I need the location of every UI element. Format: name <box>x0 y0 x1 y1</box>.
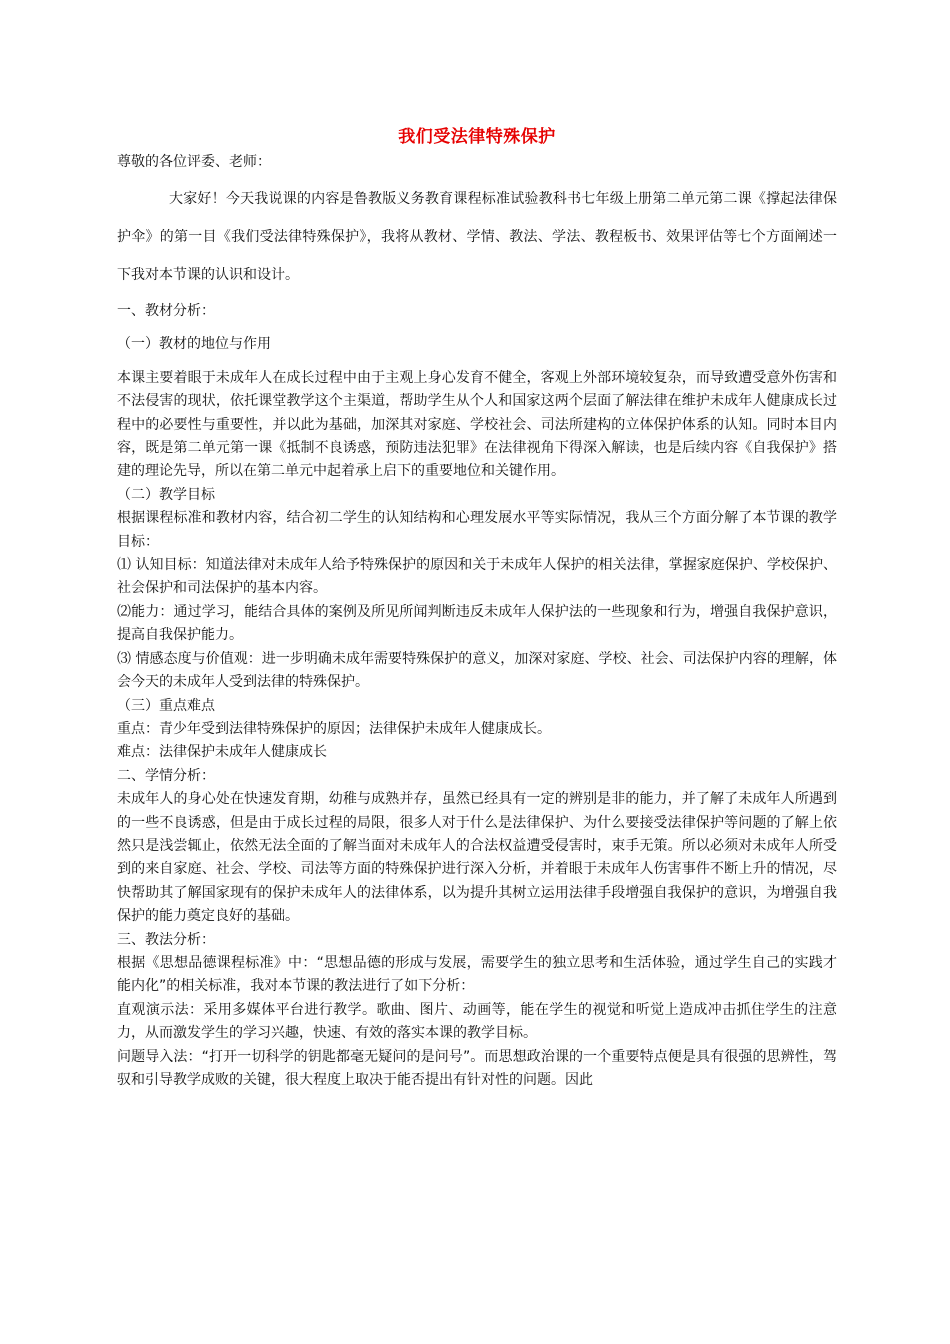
goal-ability: ⑵能力：通过学习，能结合具体的案例及所见所闻判断违反未成年人保护法的一些现象和行为，增强自我保护意识，提高自我保护能力。 <box>117 603 837 644</box>
section2-text: 未成年人的身心处在快速发育期，幼稚与成熟并存，虽然已经具有一定的辨别是非的能力，并了解了未成年人所遇到的一些不良诱惑，但是由于成长过程的局限，很多人对于什么是法律保护、为什么要接受法律保护等问题的了解上依然只是浅尝辄止，依然无法全面的了解当面对未成年人的合法权益遭受侵害时，束手无策。所以必须对未成年人所受到的来自家庭、社会、学校、司法等方面的特殊保护进行深入分析，并着眼于未成年人伤害事件不断上升的情况，尽快帮助其了解国家现有的保护未成年人的法律体系，以为提升其树立运用法律手段增强自我保护的意识，为增强自我保护的能力奠定良好的基础。 <box>117 791 837 925</box>
section3-text: 根据《思想品德课程标准》中：“思想品德的形成与发展，需要学生的独立思考和生活体验，通过学生自己的实践才能内化”的相关标准，我对本节课的教法进行了如下分析： <box>117 954 837 995</box>
key-point: 重点：青少年受到法律特殊保护的原因；法律保护未成年人健康成长。 <box>117 720 551 737</box>
document-title: 我们受法律特殊保护 <box>398 127 556 147</box>
method-demonstration: 直观演示法：采用多媒体平台进行教学。歌曲、图片、动画等，能在学生的视觉和听觉上造成冲击抓住学生的注意力，从而激发学生的学习兴趣，快速、有效的落实本课的教学目标。 <box>117 1001 837 1042</box>
subsection1-text: 本课主要着眼于未成年人在成长过程中由于主观上身心发育不健全，客观上外部环境较复杂，而导致遭受意外伤害和不法侵害的现状，依托课堂教学这个主渠道，帮助学生从个人和国家这两个层面了解法律在维护未成年人健康成长过程中的必要性与重要性，并以此为基础，加深其对家庭、学校社会、司法所建构的立体保护体系的认知。同时本目内容，既是第二单元第一课《抵制不良诱惑，预防违法犯罪》在法律视角下得深入解读，也是后续内容《自我保护》搭建的理论先导，所以在第二单元中起着承上启下的重要地位和关键作用。 <box>117 369 837 480</box>
subsection2-text: 根据课程标准和教材内容，结合初二学生的认知结构和心理发展水平等实际情况，我从三个方面分解了本节课的教学目标： <box>117 510 837 550</box>
goal-emotion: ⑶ 情感态度与价值观：进一步明确未成年需要特殊保护的意义，加深对家庭、学校、社会、司法保护内容的理解，体会今天的未成年人受到法律的特殊保护。 <box>117 650 837 691</box>
subsection2-heading: （二）教学目标 <box>117 486 215 503</box>
difficult-point: 难点：法律保护未成年人健康成长 <box>117 744 327 761</box>
subsection3-heading: （三）重点难点 <box>117 697 215 714</box>
method-question: 问题导入法：“打开一切科学的钥匙都毫无疑问的是问号”。而思想政治课的一个重要特点便是具有很强的思辨性，驾驭和引导教学成败的关键，很大程度上取决于能否提出有针对性的问题。因此 <box>117 1048 837 1088</box>
goal-cognitive: ⑴ 认知目标：知道法律对未成年人给予特殊保护的原因和关于未成年人保护的相关法律，掌握家庭保护、学校保护、社会保护和司法保护的基本内容。 <box>117 557 837 597</box>
section3-heading: 三、教法分析： <box>117 931 215 948</box>
intro-paragraph: 大家好！今天我说课的内容是鲁教版义务教育课程标准试验教科书七年级上册第二单元第二课《撑起法律保护伞》的第一目《我们受法律特殊保护》，我将从教材、学情、教法、学法、教程板书、效果评估等七个方面阐述一下我对本节课的认识和设计。 <box>117 191 837 283</box>
section1-heading: 一、教材分析： <box>117 303 215 319</box>
document-body <box>117 124 837 1092</box>
section2-heading: 二、学情分析： <box>117 767 215 784</box>
salutation: 尊敬的各位评委、老师： <box>117 154 271 170</box>
subsection1-heading: （一）教材的地位与作用 <box>117 336 271 353</box>
